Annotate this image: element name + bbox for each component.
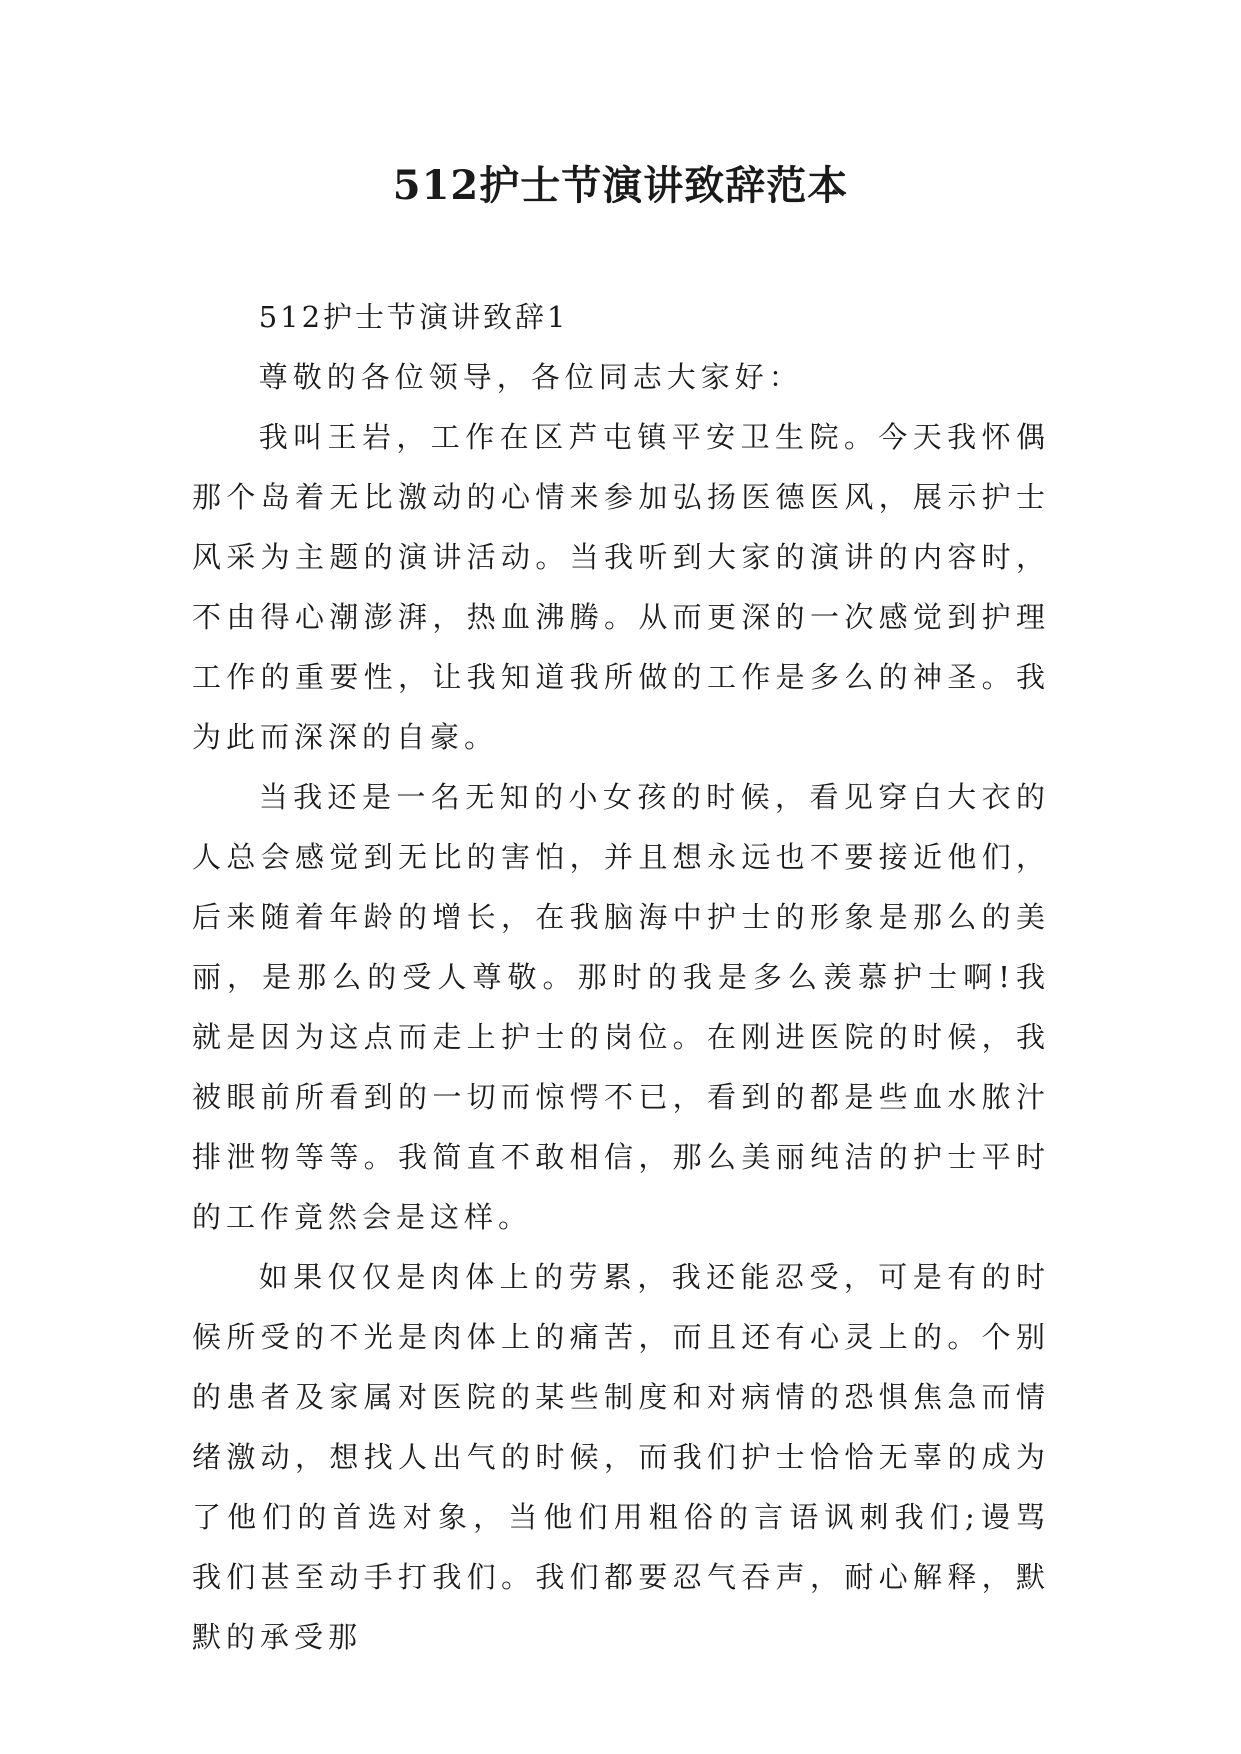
paragraph-2: 当我还是一名无知的小女孩的时候，看见穿白大衣的人总会感觉到无比的害怕，并且想永远也不要接近他们，后来随着年龄的增长，在我脑海中护士的形象是那么的美丽，是那么的受人尊敬。那时的我是多么羡慕护士啊!我就是因为这点而走上护士的岗位。在刚进医院的时候，我被眼前所看到的一切而惊愕不已，看到的都是些血水脓汁排泄物等等。我简直不敢相信，那么美丽纯洁的护士平时的工作竟然会是这样。: [192, 780, 1050, 1234]
paragraph-1: 我叫王岩，工作在区芦屯镇平安卫生院。今天我怀偶那个岛着无比激动的心情来参加弘扬医德医风，展示护士风采为主题的演讲活动。当我听到大家的演讲的内容时，不由得心潮澎湃，热血沸腾。从而更深的一次感觉到护理工作的重要性，让我知道我所做的工作是多么的神圣。我为此而深深的自豪。: [192, 420, 1050, 754]
salutation: 尊敬的各位领导，各位同志大家好：: [258, 360, 803, 394]
paragraph-3: 如果仅仅是肉体上的劳累，我还能忍受，可是有的时候所受的不光是肉体上的痛苦，而且还有心灵上的。个别的患者及家属对医院的某些制度和对病情的恐惧焦急而情绪激动，想找人出气的时候，而我们护士恰恰无辜的成为了他们的首选对象，当他们用粗俗的言语讽刺我们;谩骂我们甚至动手打我们。我们都要忍气吞声，耐心解释，默默的承受那: [192, 1260, 1050, 1654]
document-body: [192, 287, 1050, 1667]
section-heading: 512护士节演讲致辞1: [258, 300, 569, 334]
document-title: 512护士节演讲致辞范本: [392, 162, 849, 209]
